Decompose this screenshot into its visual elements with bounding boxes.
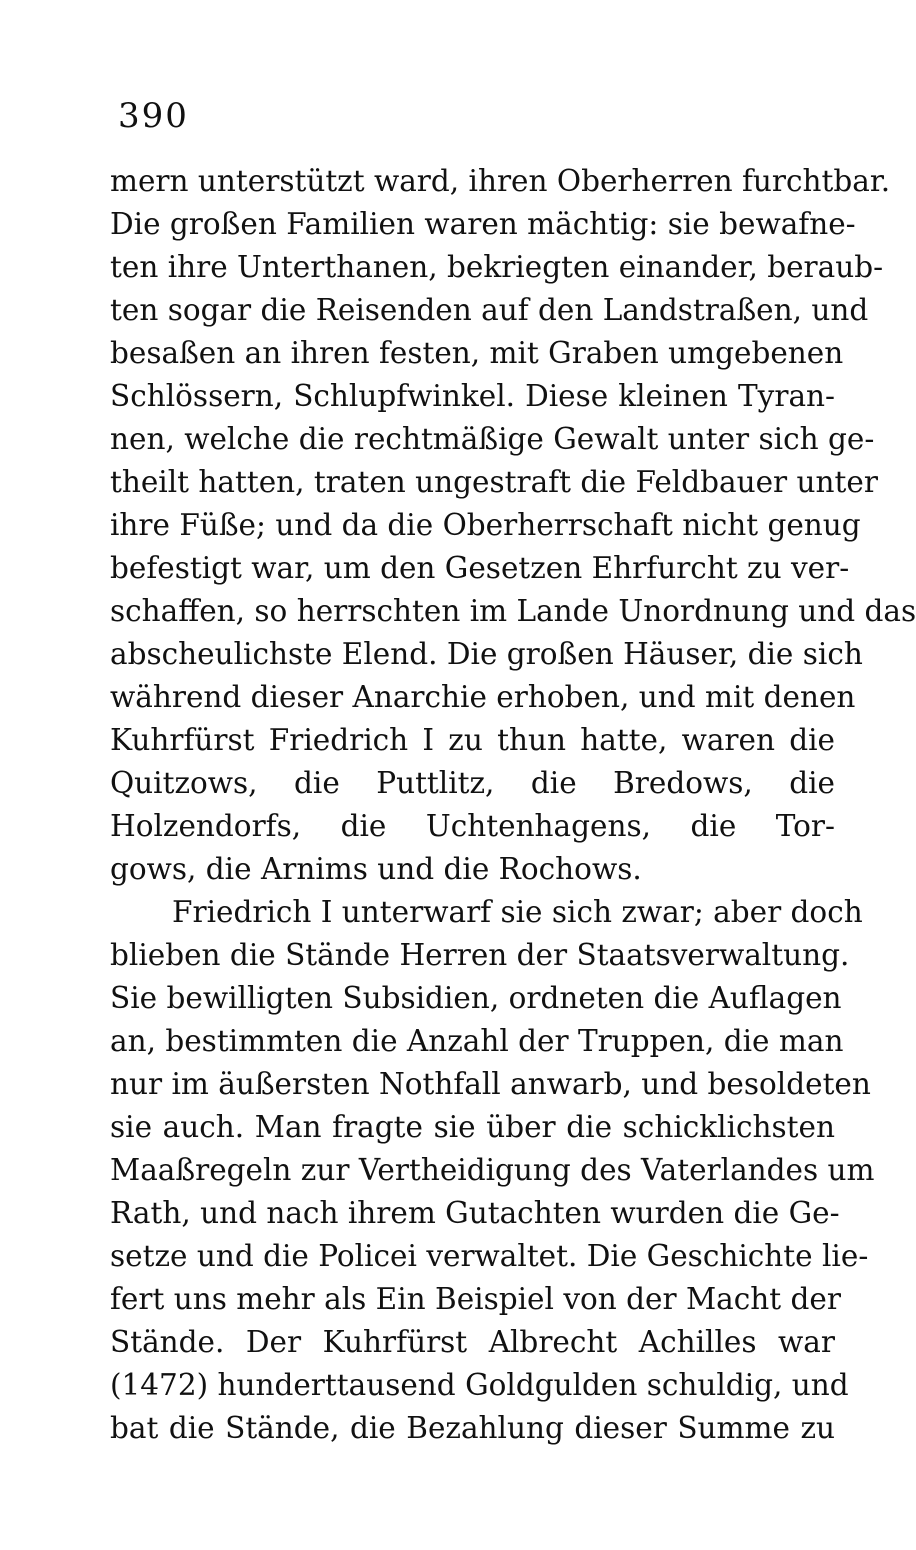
text-line: blieben die Stände Herren der Staatsverwaltung. — [110, 938, 850, 972]
text-line: nen, welche die rechtmäßige Gewalt unter sich ge- — [110, 422, 875, 456]
text-line: besaßen an ihren festen, mit Graben umgebenen — [110, 336, 844, 370]
text-line: Rath, und nach ihrem Gutachten wurden die Ge- — [110, 1196, 840, 1230]
text-line: Friedrich I unterwarf sie sich zwar; aber doch — [172, 895, 863, 929]
text-line: während dieser Anarchie erhoben, und mit denen — [110, 680, 856, 714]
text-line: abscheulichste Elend. Die großen Häuser, die sich — [110, 637, 863, 671]
text-line: sie auch. Man fragte sie über die schicklichsten — [110, 1110, 835, 1144]
text-line: Die großen Familien waren mächtig: sie bewafne- — [110, 207, 856, 241]
text-line: mern unterstützt ward, ihren Oberherren furchtbar. — [110, 164, 891, 198]
body-text — [110, 160, 916, 1450]
text-line: Schlössern, Schlupfwinkel. Diese kleinen Tyran- — [110, 379, 835, 413]
page-number: 390 — [118, 96, 189, 136]
text-line: bat die Stände, die Bezahlung dieser Summe zu — [110, 1411, 835, 1445]
text-line: ten sogar die Reisenden auf den Landstraßen, und — [110, 293, 869, 327]
text-line: Stände. Der Kuhrfürst Albrecht Achilles war — [110, 1325, 835, 1359]
text-line: schaffen, so herrschten im Lande Unordnung und das — [110, 594, 916, 628]
text-line: setze und die Policei verwaltet. Die Geschichte lie- — [110, 1239, 869, 1273]
text-line: Maaßregeln zur Vertheidigung des Vaterlandes um — [110, 1153, 875, 1187]
text-line: an, bestimmten die Anzahl der Truppen, die man — [110, 1024, 844, 1058]
text-line: befestigt war, um den Gesetzen Ehrfurcht zu ver- — [110, 551, 850, 585]
text-line: gows, die Arnims und die Rochows. — [110, 852, 642, 886]
paragraph-1 — [110, 160, 916, 891]
text-line: nur im äußersten Nothfall anwarb, und besoldeten — [110, 1067, 871, 1101]
text-line: Quitzows, die Puttlitz, die Bredows, die — [110, 766, 835, 800]
text-line: Holzendorfs, die Uchtenhagens, die Tor- — [110, 809, 835, 843]
text-line: Kuhrfürst Friedrich I zu thun hatte, waren die — [110, 723, 835, 757]
text-line: ten ihre Unterthanen, bekriegten einander, beraub- — [110, 250, 884, 284]
text-line: Sie bewilligten Subsidien, ordneten die Auflagen — [110, 981, 842, 1015]
paragraph-2 — [110, 891, 875, 1450]
text-line: fert uns mehr als Ein Beispiel von der Macht der — [110, 1282, 841, 1316]
text-line: theilt hatten, traten ungestraft die Feldbauer unter — [110, 465, 878, 499]
text-line: (1472) hunderttausend Goldgulden schuldig, und — [110, 1368, 849, 1402]
text-line: ihre Füße; und da die Oberherrschaft nicht genug — [110, 508, 861, 542]
